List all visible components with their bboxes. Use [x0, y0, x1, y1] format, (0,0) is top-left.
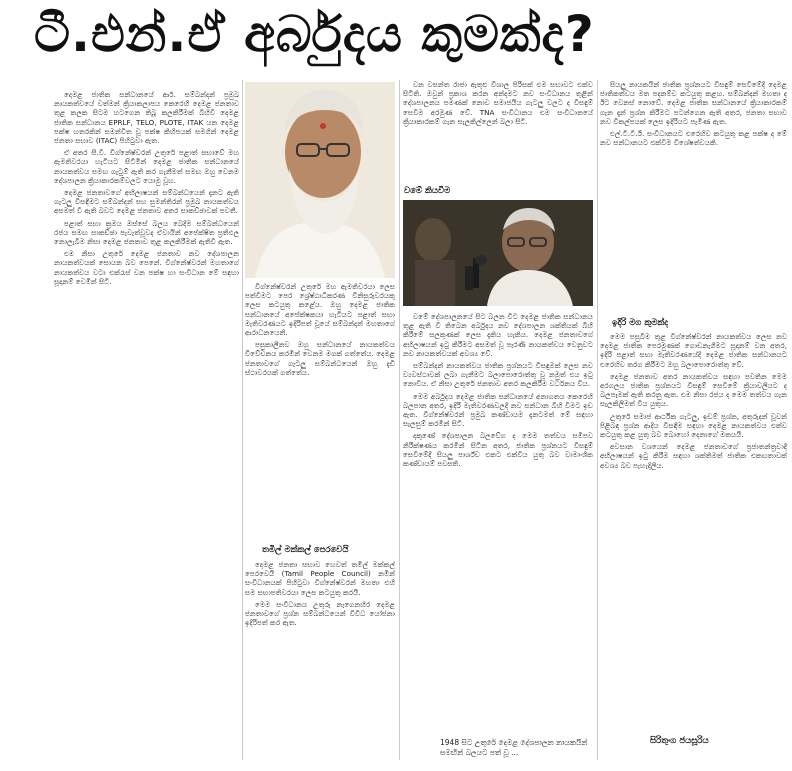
portrait-illustration — [245, 82, 395, 278]
speaker-illustration — [403, 200, 593, 306]
paragraph: පසුකාලීනව ඔහු සන්ධානයේ නායකත්වය විවේචනය කරමින් වෙනම මගක් ගත්තේය. දෙමළ ජනතාවගේ ගැටලු සම්බන්ධයෙන් ඔහු දැඩි ස්ථාවරයක් ගත්තේය. — [245, 340, 395, 377]
subheading: වමේ කියවීම — [404, 186, 451, 196]
paragraph: දකුණේ දේශපාලන බලවේග ද මෙම තත්වය සමීපව නිරීක්ෂණය කරමින් සිටින අතර, ජාතික ප්‍රශ්නයට විසඳුම් සෙවීමේදී සියලු පාර්ශ්ව එකට එක්විය යුතු බව වාමාංශික කණ්ඩායම් පවසති. — [403, 431, 593, 469]
paragraph: විග්නේෂ්වරන් උතුරේ මහ ඇමතිවරයා ලෙස පත්වීමට පෙර ශ්‍රේෂ්ඨාධිකරණ විනිසුරුවරයකු ලෙස කටයුතු කළේය. ඔහු දෙමළ ජාතික සන්ධානයේ අපේක්ෂකයා හැටියට පළාත් සභා මැතිවරණයට ඉදිරිපත් වූයේ සම්බන්දන් මහතාගේ ආරාධනයෙනි. — [245, 282, 395, 338]
paragraph: වන වසන්ත රාජා ඇතුළු විශාල පිරිසක් එම සභාවට එක්ව සිටිති. ඔවුන් ප්‍රකාශ කරන අන්දමට නව සංවිධානය තුළින් දේශපාලනය පමණක් නොව සමාජයීය ගැටලු වලට ද විසඳුම් සෙවීම අරමුණ වේ. TNA සංවිධානය එම සංවිධානයේ ක්‍රියාකාරකම් ගැන සැලකිල්ලෙන් බලා සිටී. — [403, 80, 593, 126]
column-divider — [242, 80, 243, 760]
column-divider — [597, 80, 598, 760]
paragraph: එම නිසා උතුරේ දෙමළ ජනතාව නව දේශපාලන නායකත්වයක් සොයන බව පෙනේ. විග්නේෂ්වරන් මහතාගේ නායකත්වය වටා එක්රැස් වන පක්ෂ හා සංවිධාන මේ සඳහා සූදානම් වෙමින් සිටී. — [54, 249, 239, 286]
paragraph: එල්.ටී.ටී.ඊ. සංවිධානයට එරෙහිව කටයුතු කළ පක්ෂ ද මේ නව සන්ධානයට එක්වීම විශේෂත්වයකි. — [600, 129, 787, 148]
paragraph: අවසාන වශයෙන් දෙමළ ජනතාවගේ ප්‍රජාතන්ත්‍රවාදී අභිලාෂයන් ඉටු කිරීම සඳහා ශක්තිමත් ජාතික එකඟතාවක් අවශ්‍ය බව පැහැදිලිය. — [600, 442, 787, 470]
article-column-1 — [54, 90, 239, 762]
paragraph: පළාත් සභා ක්‍රමය ඔස්සේ බලය බෙදීම සම්බන්ධයෙන් රජය සමඟ සාකච්ඡා පැවැත්වූවද ඒවායින් අපේක්ෂිත ප්‍රතිඵල නොලැබීම නිසා දෙමළ ජනතාව තුළ කලකිරීමක් ඇතිවී ඇත. — [54, 218, 239, 247]
paragraph: මෙම අර්බුදය දෙමළ ජාතික සන්ධානයේ අනාගතය කෙරෙහි බලපාන අතර, ඉදිරි මැතිවරණවලදී නව සන්ධාන බිහි වීමට ඉඩ ඇත. විග්නේෂ්වරන් ප්‍රමුඛ කණ්ඩායම දැනටමත් මේ සඳහා සැලසුම් කරමින් සිටී. — [403, 391, 593, 429]
paragraph: සියලු නායකයින් ජාතික ප්‍රශ්නයට විසඳුම් සෙවීමේදී දෙමළ ජාතිකත්වය මත පදනම්ව කටයුතු කළහ. සම්බන්දන් මහතා ද ඊට වෙනස් නොවේ. දෙමළ ජාතික සන්ධානයේ ක්‍රියාකාරකම් ගැන දැන් ප්‍රශ්න කිරීමට පටන්ගෙන ඇති අතර, ජනතා සභාව නව විකල්පයක් ලෙස ඉදිරියට පැමිණ ඇත. — [600, 80, 787, 126]
article-column-3-top — [403, 80, 593, 190]
column-divider — [399, 80, 400, 760]
paragraph: දෙමළ ජනතාව අතර නායකත්වය සඳහා පවතින මෙම අරගලය ජාතික ප්‍රශ්නයට විසඳුම් සෙවීමේ ක්‍රියාවලියට ද බලපෑමක් ඇති කරනු ඇත. එම නිසා රජය ද මෙම තත්වය ගැන සැලකිලිමත් විය යුතුය. — [600, 371, 787, 409]
paragraph: සම්බන්දන් නායකත්වය ජාතික ප්‍රශ්නයට විසඳුමක් ලෙස නව ව්‍යවස්ථාවක් ලබා ගැනීමට බලාපොරොත්තු වූ නමුත් එය ඉටු නොවීය. ඒ නිසා උතුරේ ජනතාව අතර කලකිරීම වර්ධනය විය. — [403, 361, 593, 389]
paragraph: මෙම සංවිධානය උතුරු නැගෙනහිර දෙමළ ජනතාවගේ ප්‍රශ්න සම්බන්ධයෙන් විවිධ යෝජනා ඉදිරිපත් කර ඇත. — [245, 599, 395, 628]
paragraph: දෙමළ ජනතා සභාව හෙවත් තමිල් මක්කල් පෙරවෙයි (Tamil People Council) නමින් සංවිධානයක් පිහිටුවා විග්නේෂ්වරන් මහතා එහි සම සභාපතිවරයා ලෙස කටයුතු කරයි. — [245, 560, 395, 597]
paragraph: ඒ අතර සී.වී. විග්නේෂ්වරන් උතුරේ පළාත් සභාවේ මහ ඇමතිවරයා හැටියට සිටිමින් දෙමළ ජාතික සන්ධානයේ නායකත්වය සමඟ ගැටුම් ඇති කර ගැනීමත් සමඟ ඔහු වෙනම දේශපාලන ක්‍රියාකාරකම්වලට යොමු වූහ. — [54, 148, 239, 185]
paragraph: මෙම පසුබිම තුළ විග්නේෂ්වරන් නායකත්වය ලෙස නව දෙමළ ජාතික පෙරමුණක් ගොඩනැගීමට සූදානම් වන අතර, ඉදිරි පළාත් සභා මැතිවරණයේදී දෙමළ ජාතික සන්ධානයට එරෙහිව තරග කිරීමට ඔහු බලාපොරොත්තු වේ. — [600, 332, 787, 369]
paragraph: දෙමළ ජනතාවගේ අභිලාෂයන් සම්බන්ධයෙන් දැනට ඇති ගැටලු විසඳීමට සම්බන්දන් සහ සුමන්තිරන් ප්‍රමුඛ නායකත්වය අසමත් වී ඇති බවට දෙමළ ජනතාව අතර සාකච්ඡාවක් පවතී. — [54, 188, 239, 216]
article-column-4-bottom — [600, 332, 787, 732]
photo-caption: 1948 සිට උතුරේ දෙමළ දේශපාලන නායකයින් සමඟින් බලයට පත් වූ ... — [440, 738, 588, 757]
article-column-2-bottom — [245, 560, 395, 760]
article-column-4-top — [600, 80, 787, 308]
paragraph: වමේ දේශපාලනයේ සිට බලන විට දෙමළ ජාතික සන්ධානය තුළ ඇති වී තිබෙන අර්බුදය නව දේශපාලන ශක්තියක් බිහි කිරීමේ සලකුණක් ලෙස දැකිය හැකිය. දෙමළ ජනතාවගේ අභිලාෂයන් ඉටු කිරීමට අසමත් වූ පැරණි නායකත්වය වෙනුවට නව නායකත්වයක් අවශ්‍ය වේ. — [403, 312, 593, 358]
headline: ටී.එන්.ඒ අර්බුදය කුමක්ද? — [34, 5, 595, 63]
subheading: තමිල් මක්කල් පෙරවෙයි — [262, 545, 349, 555]
author-byline: සිරිතුංග ජයසූරිය — [650, 736, 709, 746]
portrait-photo — [245, 82, 395, 278]
article-column-3-bottom — [403, 312, 593, 742]
speaker-photo — [403, 200, 593, 306]
article-column-2-top — [245, 282, 395, 542]
paragraph: දෙමළ ජාතික සන්ධානයේ ආර්. සම්බන්දන් ප්‍රමුඛ නායකත්වයේ වත්මන් ක්‍රියාකලාපය කෙරෙහි දෙමළ ජනතාව තුළ කලක සිටම හටගෙන තිබූ කලකිරීමක් බිහිවී දෙමළ ජාතික සන්ධානය EPRLF, TELO, PLOTE, ITAK යන දෙමළ පක්ෂ හතරකින් සමන්විත වූ පක්ෂ කිහිපයක් සමගින් දෙමළ ජනතා සභාව (ITAC) පිහිටුවා ඇත. — [54, 90, 239, 146]
paragraph: උතුරේ සමාජ ආර්ථික ගැටලු, ඉඩම් ප්‍රශ්න, අතුරුදන් වූවන් පිළිබඳ ප්‍රශ්න ආදිය විසඳීම සඳහා දෙමළ නායකත්වය එක්ව කටයුතු කළ යුතු බව බොහෝ දෙනාගේ මතයයි. — [600, 411, 787, 440]
subheading: ඉදිරි මග කුමක්ද — [612, 318, 669, 328]
